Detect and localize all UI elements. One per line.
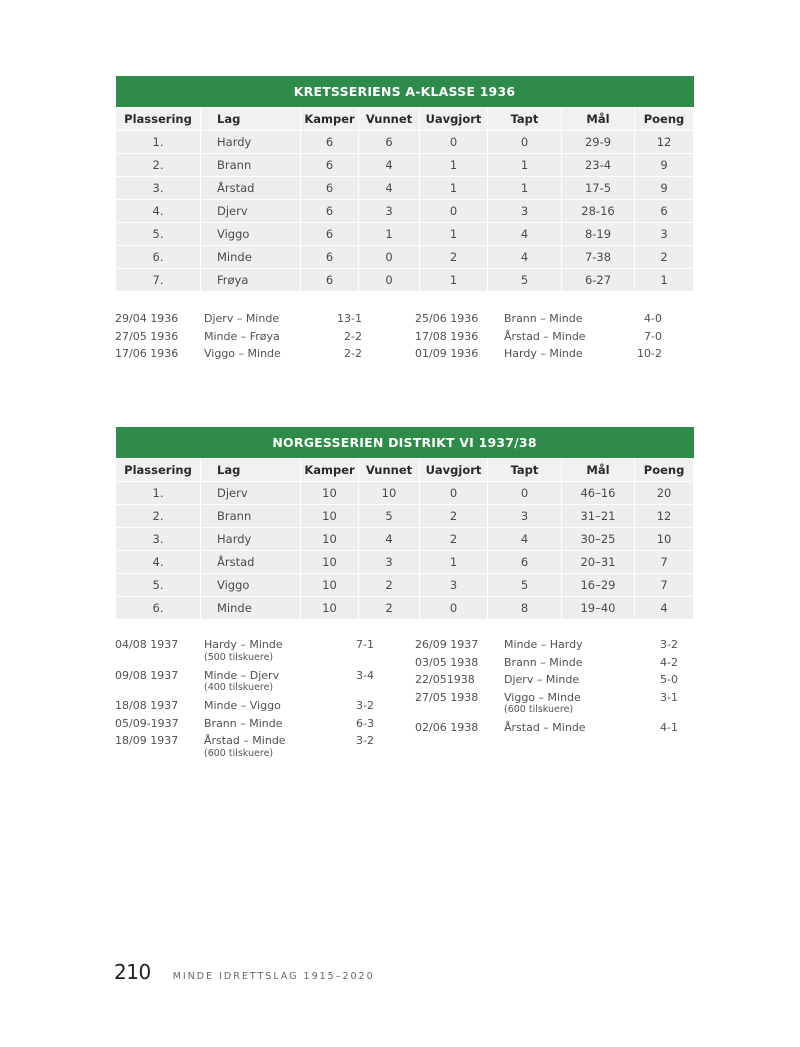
table-row [116, 528, 694, 551]
cell-plassering: 1. [116, 131, 201, 154]
cell-kamper: 10 [301, 597, 359, 620]
col-header-vunnet: Vunnet [359, 459, 420, 482]
col-header-tapt: Tapt [488, 108, 562, 131]
cell-lag: Viggo [201, 574, 301, 597]
match-score: 3-2 [356, 699, 374, 712]
cell-vunnet: 1 [359, 223, 420, 246]
cell-uavgjort: 1 [420, 223, 488, 246]
match-score: 4-1 [660, 721, 678, 734]
match-score: 3-4 [356, 668, 374, 682]
cell-poeng: 12 [635, 505, 694, 528]
cell-lag: Minde [201, 597, 301, 620]
cell-mal: 17-5 [562, 177, 635, 200]
col-header-kamper: Kamper [301, 459, 359, 482]
match-date: 02/06 1938 [415, 721, 479, 734]
cell-mal: 29-9 [562, 131, 635, 154]
match-teams: Årstad – Minde [204, 734, 286, 747]
cell-lag: Brann [201, 154, 301, 177]
cell-uavgjort: 1 [420, 551, 488, 574]
match-score: 3-2 [660, 638, 678, 651]
table-row [116, 154, 694, 177]
table-title: KRETSSERIENS A-KLASSE 1936 [116, 76, 694, 108]
cell-plassering: 4. [116, 200, 201, 223]
cell-poeng: 7 [635, 574, 694, 597]
cell-lag: Hardy [201, 131, 301, 154]
cell-lag: Minde [201, 246, 301, 269]
match-date: 18/09 1937 [115, 734, 179, 747]
match-result [115, 697, 374, 715]
table-row [116, 200, 694, 223]
match-date: 03/05 1938 [415, 655, 479, 669]
cell-uavgjort: 2 [420, 528, 488, 551]
match-teams: Hardy – Minde [204, 638, 283, 651]
match-result [115, 667, 374, 685]
match-teams: Brann – Minde [204, 716, 283, 730]
cell-plassering: 2. [116, 505, 201, 528]
cell-poeng: 12 [635, 131, 694, 154]
match-result [415, 328, 662, 346]
cell-vunnet: 2 [359, 574, 420, 597]
table-row [116, 597, 694, 620]
cell-uavgjort: 0 [420, 482, 488, 505]
cell-vunnet: 10 [359, 482, 420, 505]
match-date: 01/09 1936 [415, 347, 479, 360]
match-score: 6-3 [356, 716, 374, 730]
match-result [115, 636, 374, 654]
cell-uavgjort: 2 [420, 505, 488, 528]
col-header-uavgjort: Uavgjort [420, 108, 488, 131]
match-score: 10-2 [637, 347, 662, 360]
col-header-plassering: Plassering [116, 108, 201, 131]
cell-vunnet: 0 [359, 269, 420, 292]
cell-uavgjort: 0 [420, 200, 488, 223]
cell-kamper: 10 [301, 505, 359, 528]
attendance-note: (500 tilskuere) [204, 651, 274, 663]
cell-plassering: 7. [116, 269, 201, 292]
match-score: 3-2 [356, 734, 374, 747]
col-header-poeng: Poeng [635, 459, 694, 482]
match-score: 4-0 [644, 312, 662, 325]
cell-poeng: 1 [635, 269, 694, 292]
match-teams: Årstad – Minde [504, 721, 586, 734]
match-result [415, 654, 678, 672]
match-date: 27/05 1936 [115, 329, 179, 343]
cell-vunnet: 0 [359, 246, 420, 269]
match-date: 26/09 1937 [415, 638, 479, 651]
table-row [116, 269, 694, 292]
results-1936-left [115, 310, 362, 363]
results-1937-left [115, 636, 374, 763]
cell-tapt: 4 [488, 246, 562, 269]
cell-lag: Hardy [201, 528, 301, 551]
cell-vunnet: 5 [359, 505, 420, 528]
match-date: 04/08 1937 [115, 638, 179, 651]
match-teams: Minde – Hardy [504, 638, 583, 651]
match-score: 13-1 [337, 312, 362, 325]
match-date: 27/05 1938 [415, 690, 479, 704]
attendance-note: (400 tilskuere) [204, 682, 274, 693]
cell-poeng: 6 [635, 200, 694, 223]
table-row [116, 551, 694, 574]
cell-poeng: 2 [635, 246, 694, 269]
cell-plassering: 4. [116, 551, 201, 574]
cell-kamper: 10 [301, 528, 359, 551]
cell-kamper: 6 [301, 200, 359, 223]
cell-lag: Viggo [201, 223, 301, 246]
col-header-kamper: Kamper [301, 108, 359, 131]
cell-poeng: 9 [635, 177, 694, 200]
cell-plassering: 3. [116, 528, 201, 551]
cell-lag: Brann [201, 505, 301, 528]
cell-uavgjort: 1 [420, 177, 488, 200]
cell-uavgjort: 0 [420, 597, 488, 620]
cell-lag: Djerv [201, 482, 301, 505]
attendance-note: (600 tilskuere) [204, 747, 274, 759]
cell-tapt: 3 [488, 200, 562, 223]
match-teams: Minde – Djerv [204, 668, 280, 682]
match-teams: Minde – Viggo [204, 699, 281, 712]
cell-plassering: 6. [116, 246, 201, 269]
col-header-tapt: Tapt [488, 459, 562, 482]
cell-kamper: 10 [301, 551, 359, 574]
cell-plassering: 2. [116, 154, 201, 177]
cell-tapt: 1 [488, 177, 562, 200]
cell-kamper: 6 [301, 154, 359, 177]
match-score: 5-0 [660, 673, 678, 686]
attendance-note: (600 tilskuere) [504, 704, 574, 715]
cell-poeng: 7 [635, 551, 694, 574]
cell-kamper: 10 [301, 482, 359, 505]
match-teams: Viggo – Minde [204, 347, 281, 360]
match-teams: Hardy – Minde [504, 347, 583, 360]
cell-mal: 8-19 [562, 223, 635, 246]
match-score: 3-1 [660, 690, 678, 704]
match-result [115, 715, 374, 733]
match-teams: Djerv – Minde [204, 312, 280, 325]
cell-poeng: 9 [635, 154, 694, 177]
cell-tapt: 5 [488, 574, 562, 597]
match-result [415, 310, 662, 328]
match-date: 17/08 1936 [415, 329, 479, 343]
match-teams: Brann – Minde [504, 312, 583, 325]
cell-uavgjort: 0 [420, 131, 488, 154]
league-table-1937-38 [115, 427, 694, 620]
cell-poeng: 20 [635, 482, 694, 505]
cell-kamper: 6 [301, 269, 359, 292]
match-result [415, 719, 678, 737]
cell-uavgjort: 3 [420, 574, 488, 597]
match-score: 7-1 [356, 638, 374, 651]
cell-vunnet: 3 [359, 200, 420, 223]
cell-vunnet: 3 [359, 551, 420, 574]
table-row [116, 246, 694, 269]
cell-plassering: 6. [116, 597, 201, 620]
cell-vunnet: 4 [359, 154, 420, 177]
match-date: 05/09-1937 [115, 716, 179, 730]
cell-mal: 31–21 [562, 505, 635, 528]
table-title: NORGESSERIEN DISTRIKT VI 1937/38 [116, 427, 694, 459]
match-date: 18/08 1937 [115, 699, 179, 712]
cell-lag: Djerv [201, 200, 301, 223]
match-date: 22/051938 [415, 673, 475, 686]
running-footer-title: MINDE IDRETTSLAG 1915–2020 [172, 971, 375, 982]
match-score: 7-0 [644, 329, 662, 343]
table-header-row [116, 108, 694, 131]
match-score: 4-2 [660, 655, 678, 669]
cell-vunnet: 2 [359, 597, 420, 620]
table-header-row [116, 459, 694, 482]
match-teams: Minde – Frøya [204, 329, 280, 343]
match-result [115, 345, 362, 363]
cell-poeng: 3 [635, 223, 694, 246]
cell-tapt: 0 [488, 482, 562, 505]
cell-lag: Årstad [201, 551, 301, 574]
cell-tapt: 3 [488, 505, 562, 528]
cell-kamper: 6 [301, 223, 359, 246]
table-row [116, 505, 694, 528]
cell-tapt: 0 [488, 131, 562, 154]
match-date: 25/06 1936 [415, 312, 479, 325]
match-teams: Djerv – Minde [504, 673, 580, 686]
cell-uavgjort: 1 [420, 154, 488, 177]
cell-mal: 30–25 [562, 528, 635, 551]
match-result [115, 732, 374, 750]
cell-plassering: 3. [116, 177, 201, 200]
match-score: 2-2 [344, 329, 362, 343]
table-row [116, 177, 694, 200]
col-header-lag: Lag [201, 108, 301, 131]
match-result [415, 636, 678, 654]
match-result [415, 671, 678, 689]
match-date: 17/06 1936 [115, 347, 179, 360]
cell-tapt: 5 [488, 269, 562, 292]
cell-plassering: 5. [116, 574, 201, 597]
match-result [115, 328, 362, 346]
cell-vunnet: 6 [359, 131, 420, 154]
cell-mal: 20–31 [562, 551, 635, 574]
table-row [116, 223, 694, 246]
cell-kamper: 10 [301, 574, 359, 597]
cell-tapt: 4 [488, 528, 562, 551]
results-1937-right [415, 636, 678, 737]
cell-vunnet: 4 [359, 177, 420, 200]
match-teams: Viggo – Minde [504, 690, 581, 704]
cell-uavgjort: 2 [420, 246, 488, 269]
cell-vunnet: 4 [359, 528, 420, 551]
cell-poeng: 4 [635, 597, 694, 620]
match-teams: Brann – Minde [504, 655, 583, 669]
cell-lag: Årstad [201, 177, 301, 200]
cell-tapt: 4 [488, 223, 562, 246]
cell-mal: 16–29 [562, 574, 635, 597]
col-header-mal: Mål [562, 459, 635, 482]
col-header-lag: Lag [201, 459, 301, 482]
cell-mal: 19–40 [562, 597, 635, 620]
page-footer [114, 960, 375, 984]
cell-mal: 6-27 [562, 269, 635, 292]
cell-kamper: 6 [301, 177, 359, 200]
cell-mal: 23-4 [562, 154, 635, 177]
cell-plassering: 5. [116, 223, 201, 246]
table-row [116, 131, 694, 154]
col-header-plassering: Plassering [116, 459, 201, 482]
cell-kamper: 6 [301, 246, 359, 269]
cell-tapt: 6 [488, 551, 562, 574]
match-result [115, 310, 362, 328]
cell-mal: 46–16 [562, 482, 635, 505]
match-score: 2-2 [344, 347, 362, 360]
match-teams: Årstad – Minde [504, 329, 586, 343]
cell-uavgjort: 1 [420, 269, 488, 292]
cell-kamper: 6 [301, 131, 359, 154]
col-header-uavgjort: Uavgjort [420, 459, 488, 482]
table-row [116, 574, 694, 597]
cell-mal: 28-16 [562, 200, 635, 223]
results-1936-right [415, 310, 662, 363]
match-result [415, 689, 678, 707]
col-header-poeng: Poeng [635, 108, 694, 131]
match-date: 29/04 1936 [115, 312, 179, 325]
cell-tapt: 1 [488, 154, 562, 177]
league-table-1936 [115, 76, 694, 292]
cell-tapt: 8 [488, 597, 562, 620]
cell-plassering: 1. [116, 482, 201, 505]
cell-poeng: 10 [635, 528, 694, 551]
col-header-mal: Mål [562, 108, 635, 131]
table-row [116, 482, 694, 505]
match-result [415, 345, 662, 363]
cell-mal: 7-38 [562, 246, 635, 269]
col-header-vunnet: Vunnet [359, 108, 420, 131]
page-number: 210 [114, 960, 151, 984]
cell-lag: Frøya [201, 269, 301, 292]
match-date: 09/08 1937 [115, 668, 179, 682]
